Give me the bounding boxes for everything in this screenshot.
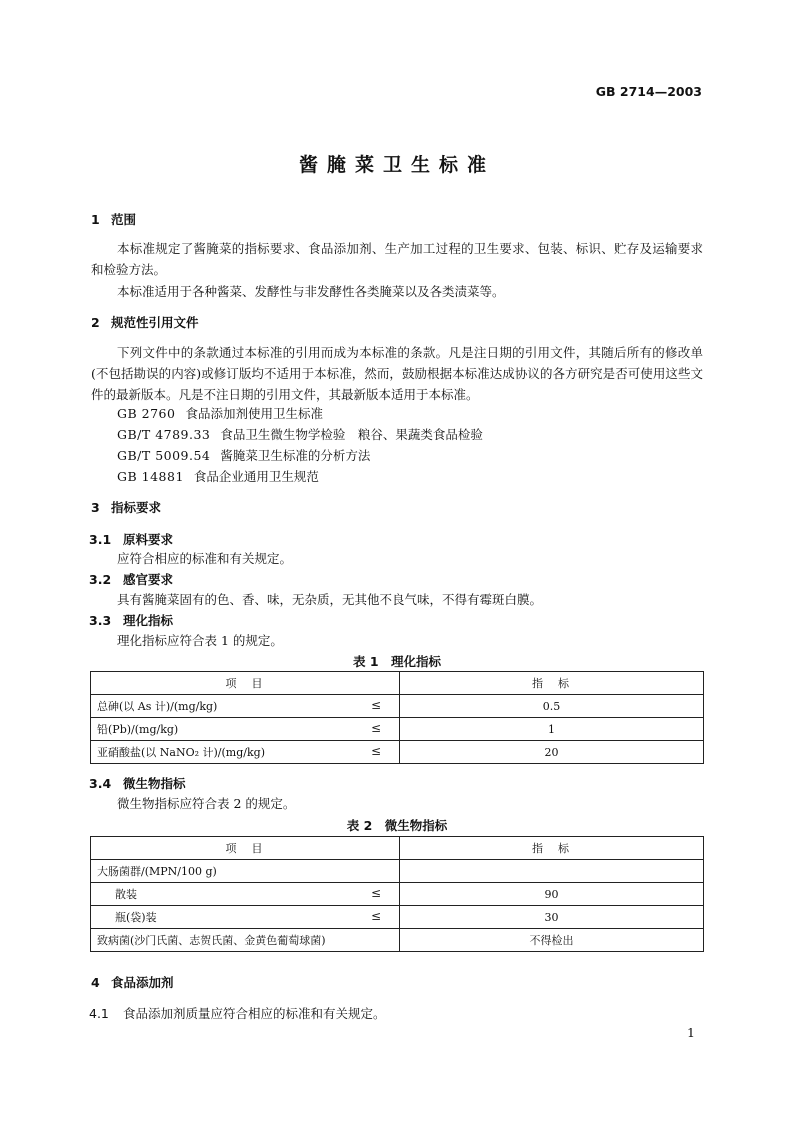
table-row	[91, 906, 704, 929]
subsection-text: 食品添加剂质量应符合相应的标准和有关规定。	[123, 1006, 386, 1021]
section-title: 规范性引用文件	[111, 315, 199, 330]
column-header-item: 项 目	[91, 837, 400, 860]
table-cell-value: 30	[400, 906, 704, 929]
table-cell-item: 大肠菌群/(MPN/100 g)	[91, 860, 400, 883]
operator-symbol: ≤	[370, 744, 381, 758]
subsection-title: 感官要求	[123, 572, 174, 587]
column-header-value: 指 标	[400, 672, 704, 695]
section-2-paragraph: 下列文件中的条款通过本标准的引用而成为本标准的条款。凡是注日期的引用文件，其随后所有的修改单(不包括勘误的内容)或修订版均不适用于本标准，然而，鼓励根据本标准达成协议的各方研究是否可使用这些文件的最新版本。凡是不注日期的引用文件，其最新版本适用于本标准。	[91, 345, 703, 402]
table-cell-value: 1	[400, 718, 704, 741]
table-header-row	[91, 672, 704, 695]
subsection-3-1-heading	[89, 530, 173, 548]
section-1-paragraph-2: 本标准适用于各种酱菜、发酵性与非发酵性各类腌菜以及各类渍菜等。	[117, 284, 505, 299]
subsection-title: 微生物指标	[123, 776, 186, 791]
item-label: 铅(Pb)/(mg/kg)	[97, 723, 179, 736]
table-cell-item	[91, 741, 400, 764]
table-cell-item	[91, 695, 400, 718]
page-number: 1	[687, 1025, 695, 1040]
section-title: 食品添加剂	[111, 975, 174, 990]
section-1-heading	[91, 210, 136, 228]
subsection-title: 理化指标	[123, 613, 174, 628]
table-cell-item: 致病菌(沙门氏菌、志贺氏菌、金黄色葡萄球菌)	[91, 929, 400, 952]
table-row	[91, 883, 704, 906]
reference-code: GB/T 4789.33	[117, 427, 211, 442]
reference-item	[117, 404, 323, 422]
section-title: 范围	[111, 212, 137, 227]
table-row	[91, 741, 704, 764]
table-1-physicochemical	[90, 671, 704, 764]
section-1-paragraph-1: 本标准规定了酱腌菜的指标要求、食品添加剂、生产加工过程的卫生要求、包装、标识、贮存及运输要求和检验方法。	[91, 241, 703, 277]
subsection-number: 4.1	[89, 1006, 109, 1021]
operator-symbol: ≤	[370, 721, 381, 735]
table-row	[91, 695, 704, 718]
table-cell-value: 90	[400, 883, 704, 906]
subsection-number: 3.4	[89, 776, 112, 791]
table-row	[91, 860, 704, 883]
table-cell-value: 0.5	[400, 695, 704, 718]
reference-name: 食品添加剂使用卫生标准	[185, 406, 323, 421]
item-label: 散装	[115, 888, 137, 901]
subsection-title: 原料要求	[123, 532, 174, 547]
reference-name: 酱腌菜卫生标准的分析方法	[220, 448, 371, 463]
document-title: 酱腌菜卫生标准	[298, 154, 495, 176]
item-label: 亚硝酸盐(以 NaNO₂ 计)/(mg/kg)	[97, 746, 265, 759]
reference-code: GB/T 5009.54	[117, 448, 211, 463]
reference-item	[117, 425, 483, 443]
table-cell-value	[400, 860, 704, 883]
section-number: 3	[91, 500, 100, 515]
section-number: 4	[91, 975, 100, 990]
table-cell-item	[91, 718, 400, 741]
reference-code: GB 14881	[117, 469, 184, 484]
column-header-item: 项 目	[91, 672, 400, 695]
subsection-3-2-text: 具有酱腌菜固有的色、香、味，无杂质，无其他不良气味，不得有霉斑白膜。	[117, 592, 543, 607]
item-label: 总砷(以 As 计)/(mg/kg)	[97, 700, 218, 713]
reference-name: 食品企业通用卫生规范	[193, 469, 319, 484]
table-2-caption: 表 2 微生物指标	[346, 818, 448, 833]
table-header-row	[91, 837, 704, 860]
subsection-3-2-heading	[89, 570, 173, 588]
section-2-heading	[91, 313, 199, 331]
section-3-heading	[91, 498, 161, 516]
reference-name: 食品卫生微生物学检验 粮谷、果蔬类食品检验	[220, 427, 483, 442]
subsection-3-3-text: 理化指标应符合表 1 的规定。	[117, 633, 283, 648]
table-cell-value: 20	[400, 741, 704, 764]
reference-item	[117, 467, 319, 485]
table-1-caption: 表 1 理化指标	[352, 654, 442, 669]
item-label: 瓶(袋)装	[115, 911, 157, 924]
section-number: 1	[91, 212, 100, 227]
column-header-value: 指 标	[400, 837, 704, 860]
table-row	[91, 718, 704, 741]
reference-item	[117, 446, 370, 464]
subsection-4-1	[89, 1004, 386, 1022]
subsection-3-4-text: 微生物指标应符合表 2 的规定。	[117, 796, 296, 811]
subsection-number: 3.1	[89, 532, 112, 547]
subsection-3-3-heading	[89, 611, 173, 629]
section-4-heading	[91, 973, 174, 991]
operator-symbol: ≤	[370, 698, 381, 712]
table-cell-item	[91, 883, 400, 906]
subsection-3-4-heading	[89, 774, 186, 792]
operator-symbol: ≤	[370, 886, 381, 900]
subsection-number: 3.3	[89, 613, 112, 628]
table-cell-item	[91, 906, 400, 929]
standard-code: GB 2714—2003	[595, 84, 702, 99]
subsection-number: 3.2	[89, 572, 112, 587]
reference-code: GB 2760	[117, 406, 176, 421]
section-number: 2	[91, 315, 100, 330]
subsection-3-1-text: 应符合相应的标准和有关规定。	[117, 551, 293, 566]
section-title: 指标要求	[111, 500, 162, 515]
table-row	[91, 929, 704, 952]
table-2-microbiological	[90, 836, 704, 952]
operator-symbol: ≤	[370, 909, 381, 923]
table-cell-value: 不得检出	[400, 929, 704, 952]
